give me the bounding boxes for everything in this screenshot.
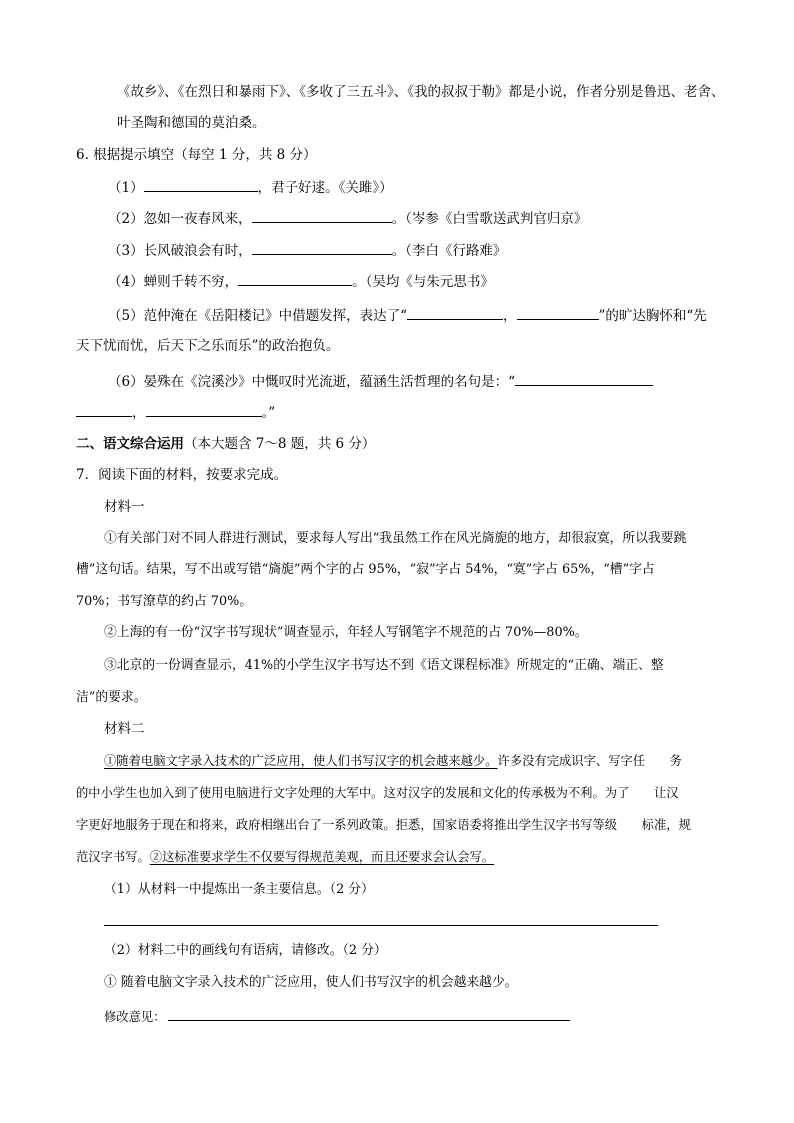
q6-item-6-blank-a[interactable]	[515, 371, 653, 386]
material-2-title: 材料二	[104, 721, 145, 737]
section-2-note: （本大题含 7～8 题，共 6 分）	[184, 436, 376, 452]
intro-line-2: 叶圣陶和德国的莫泊桑。	[117, 115, 266, 131]
q6-heading: 6. 根据提示填空（每空 1 分，共 8 分）	[76, 147, 317, 163]
q6-item-2-blank[interactable]	[252, 208, 392, 223]
material-1-para-3-line-2: 洁”的要求。	[76, 690, 147, 705]
material-1-title: 材料一	[104, 499, 145, 515]
q7-subquestion-1-answer-line[interactable]	[104, 925, 658, 926]
q6-item-5-blank-b[interactable]	[517, 305, 599, 320]
q6-item-6	[108, 371, 653, 392]
q7-heading: 7．阅读下面的材料，按要求完成。	[76, 467, 288, 483]
material-2-line-4-pre: 范汉字书写。	[76, 850, 150, 864]
material-2-line-1-rest: 许多没有完成识字、写字任 务	[497, 754, 682, 768]
q6-item-4	[108, 271, 494, 292]
q6-item-5-blank-a[interactable]	[407, 305, 503, 320]
material-2-line-1	[104, 751, 682, 771]
q6-item-6-blank-b[interactable]	[76, 402, 132, 417]
q6-item-2-post: 。（岑参《白雪歌送武判官归京》	[391, 211, 588, 227]
material-2-underlined-sentence-2: ②这标准要求学生不仅要写得规范美观，而且还要求会认会写。	[149, 850, 495, 864]
q6-item-2	[108, 208, 587, 229]
q6-item-1-num: （1）	[108, 180, 144, 196]
q7-subquestion-2-item: ① 随着电脑文字录入技术的广泛应用，使人们书写汉字的机会越来越少。	[104, 975, 518, 990]
q6-item-3-post: 。（李白《行路难》	[391, 243, 507, 259]
material-1-para-2: ②上海的有一份“汉字书写现状”调查显示，年轻人写钢笔字不规范的占 70%—80%。	[104, 625, 588, 640]
q7-subquestion-2: （2）材料二中的画线句有语病，请修改。（2 分）	[104, 943, 387, 958]
material-1-para-1-line-2: 槽”这句话。结果，写不出或写错“旖旎”两个字的占 95%，“寂”字占 54%，“寞”字占 65%，“槽”字占	[76, 562, 655, 577]
material-2-line-2: 的中小学生也加入到了使用电脑进行文字处理的大军中。这对汉字的发展和文化的传承极为不利。为了 让汉	[76, 786, 679, 800]
q6-item-1-text: ，君子好逑。《关雎》）	[257, 180, 393, 196]
q6-item-3-blank[interactable]	[252, 240, 392, 255]
q6-item-4-post: 。（吴均《与朱元思书》	[352, 274, 494, 290]
material-1-para-3-line-1: ③北京的一份调查显示，41%的小学生汉字书写达不到《语文课程标准》所规定的“正确、端正、整	[104, 658, 664, 673]
q6-item-5-pre: （5）范仲淹在《岳阳楼记》中借题发挥，表达了“	[108, 308, 407, 324]
material-2-line-3: 字更好地服务于现在和将来，政府相继出台了一系列政策。拒悉，国家语委将推出学生汉字书写等级 标准，规	[76, 818, 691, 832]
material-1-para-1-line-1: ①有关部门对不同人群进行测试，要求每人写出“我虽然工作在风光旖旎的地方，却很寂寞，所以我要跳	[104, 531, 687, 546]
q6-item-6-pre: （6）晏殊在《浣溪沙》中慨叹时光流逝，蕴涵生活哲理的名句是：“	[108, 374, 515, 390]
revise-label: 修改意见：	[104, 1010, 166, 1024]
q7-subquestion-1: （1）从材料一中提炼出一条主要信息。（2 分）	[104, 882, 374, 897]
q6-item-3-pre: （3）长风破浪会有时，	[108, 243, 252, 259]
q6-item-3	[108, 240, 506, 261]
q6-item-5	[108, 305, 707, 326]
q6-item-6-post: 。”	[261, 405, 276, 421]
q6-item-5-post: ”的旷达胸怀和“先	[598, 308, 707, 324]
material-2-underlined-sentence-1: ①随着电脑文字录入技术的广泛应用，使人们书写汉字的机会越来越少。	[104, 754, 498, 768]
q6-item-6-line-2	[76, 402, 275, 423]
section-2-heading	[76, 434, 375, 454]
q6-item-4-blank[interactable]	[238, 271, 352, 286]
material-1-para-1-line-3: 70%；书写潦草的约占 70%。	[76, 594, 253, 609]
intro-line-1: 《故乡》、《在烈日和暴雨下》、《多收了三五斗》、《我的叔叔于勒》都是小说，作者分别是鲁迅、老舍、	[117, 84, 725, 100]
section-2-title: 二、语文综合运用	[76, 436, 184, 452]
q6-item-4-pre: （4）蝉则千转不穷，	[108, 274, 239, 290]
q6-item-5-line-2: 天下忧而忧，后天下之乐而乐”的政治抱负。	[76, 338, 340, 354]
material-2-line-4	[76, 847, 494, 867]
revise-answer-line[interactable]	[168, 1020, 570, 1021]
q6-item-6-blank-c[interactable]	[146, 402, 262, 417]
q6-item-1-blank[interactable]	[144, 177, 258, 192]
q6-item-5-mid: ，	[503, 308, 517, 324]
q6-item-2-pre: （2）忽如一夜春风来，	[108, 211, 252, 227]
q6-item-1	[108, 177, 393, 198]
q6-item-6-mid: ，	[132, 405, 146, 421]
